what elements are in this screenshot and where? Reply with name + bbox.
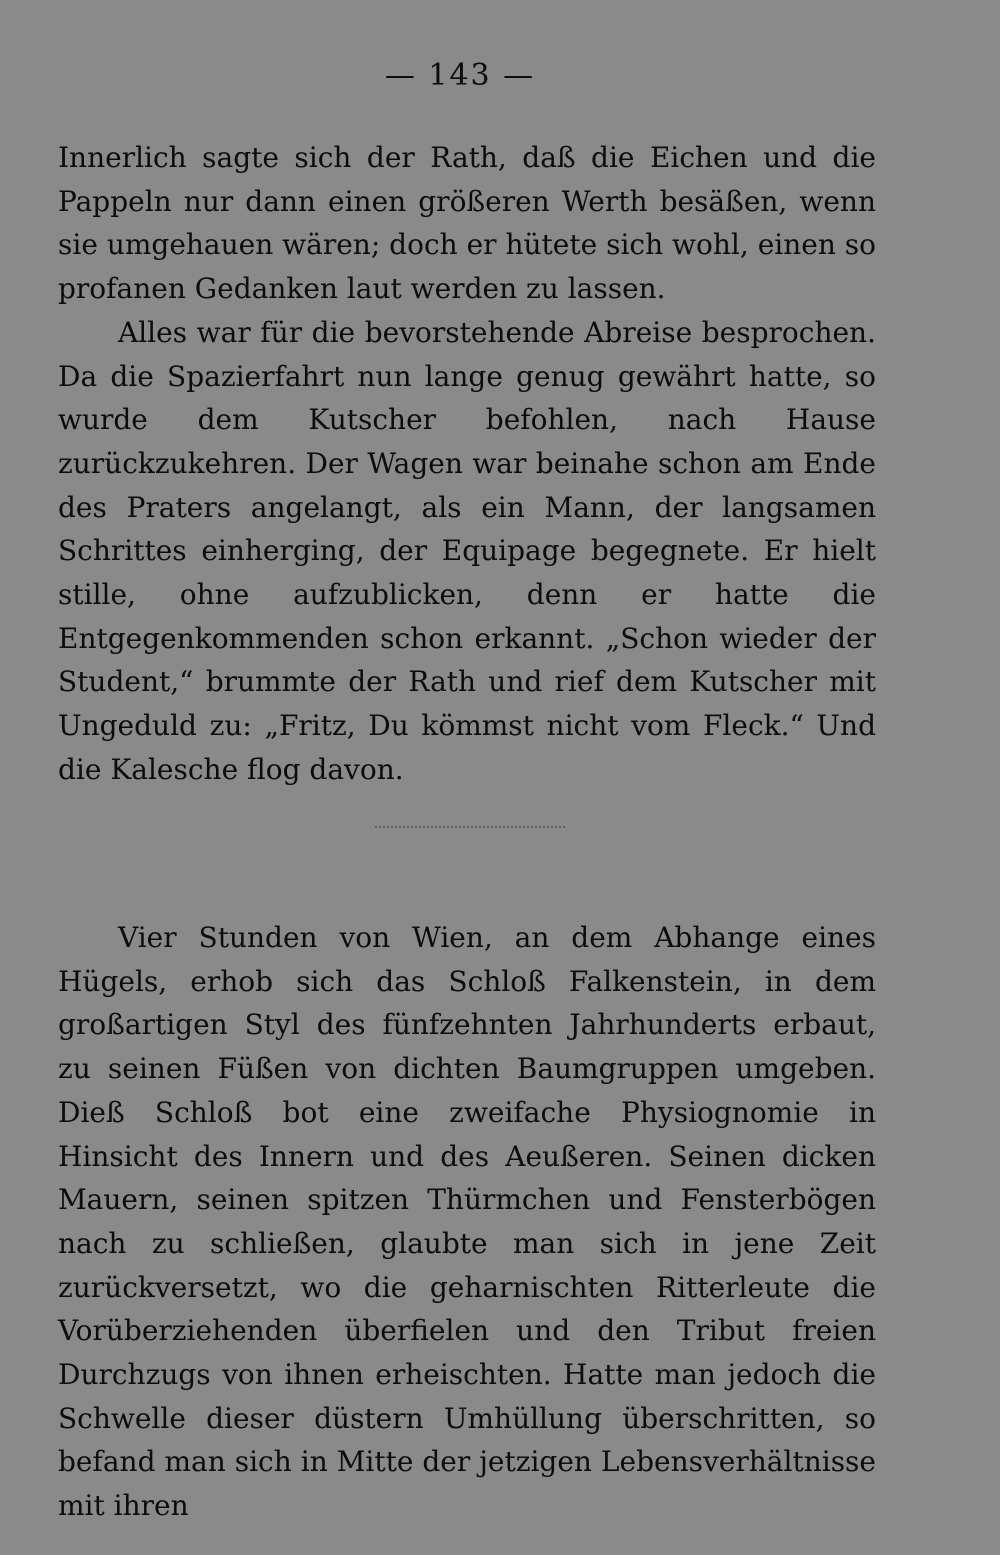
paragraph-2: Alles war für die bevorstehende Abreise besprochen. Da die Spazierfahrt nun lange genug gewährt hatte, so wurde dem Kutscher befohlen, nach Hause zurückzukehren. Der Wagen war beinahe schon am Ende des Praters angelangt, als ein Mann, der langsamen Schrittes einherging, der Equipage begegnete. Er hielt stille, ohne aufzublicken, denn er hatte die Entgegenkommenden schon erkannt. „Schon wieder der Student,“ brummte der Rath und rief dem Kutscher mit Ungeduld zu: „Fritz, Du kömmst nicht vom Fleck.“ Und die Kalesche flog davon. [58, 315, 876, 786]
paragraph-1: Innerlich sagte sich der Rath, daß die Eichen und die Pappeln nur dann einen größeren Werth besäßen, wenn sie umgehauen wären; doch er hütete sich wohl, einen so profanen Gedanken laut werden zu lassen. [58, 141, 876, 306]
page-number: — 143 — [384, 58, 536, 93]
text-block-upper [58, 136, 876, 792]
text-block-lower [58, 916, 876, 1528]
paragraph-3: Vier Stunden von Wien, an dem Abhange eines Hügels, erhob sich das Schloß Falkenstein, in dem großartigen Styl des fünfzehnten Jahrhunderts erbaut, zu seinen Füßen von dichten Baumgruppen umgeben. Dieß Schloß bot eine zweifache Physiognomie in Hinsicht des Innern und des Aeußeren. Seinen dicken Mauern, seinen spitzen Thürmchen und Fensterbögen nach zu schließen, glaubte man sich in jene Zeit zurückversetzt, wo die geharnischten Ritterleute die Vorüberziehenden überfielen und den Tribut freien Durchzugs von ihnen erheischten. Hatte man jedoch die Schwelle dieser düstern Umhüllung überschritten, so befand man sich in Mitte der jetzigen Lebensverhältnisse mit ihren [58, 921, 876, 1523]
section-divider [375, 826, 565, 832]
